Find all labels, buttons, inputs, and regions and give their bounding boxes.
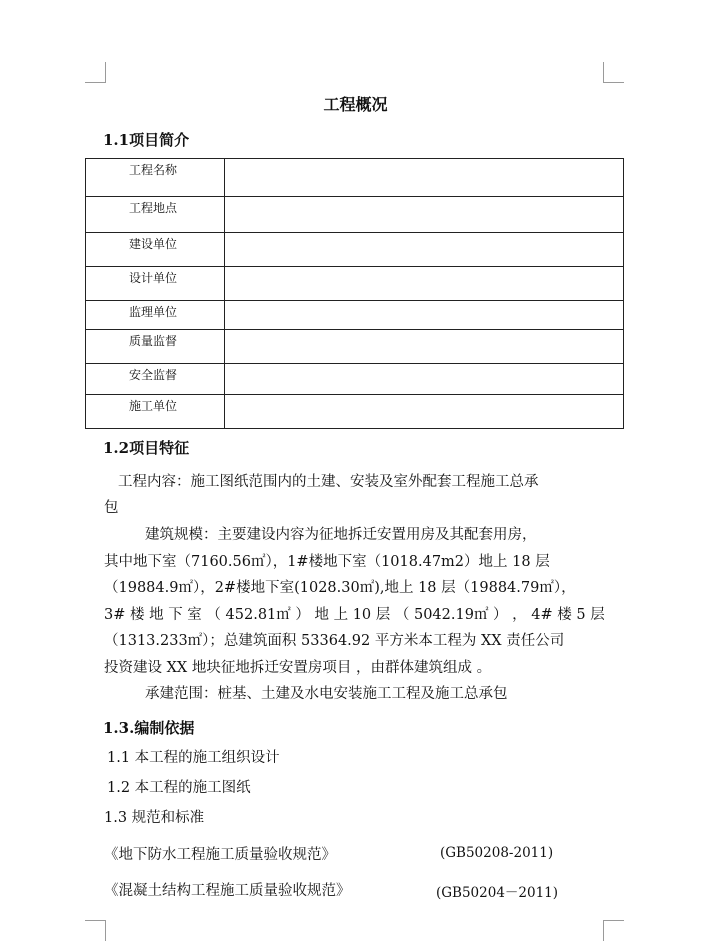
standard-code: (GB50204－2011) xyxy=(436,885,559,901)
table-value-cell xyxy=(225,330,624,364)
basis-item: 1.1 本工程的施工组织设计 xyxy=(107,750,280,766)
table-row xyxy=(86,159,624,197)
table-row xyxy=(86,267,624,301)
table-row xyxy=(86,330,624,364)
standard-code: (GB50208-2011) xyxy=(440,845,554,861)
table-label-cell: 监理单位 xyxy=(86,301,225,330)
project-info-table xyxy=(85,158,624,429)
table-value-cell xyxy=(225,364,624,395)
table-value-cell xyxy=(225,395,624,429)
table-label-cell: 设计单位 xyxy=(86,267,225,301)
table-label-cell: 安全监督 xyxy=(86,364,225,395)
table-value-cell xyxy=(225,197,624,233)
page-corner-mark-bottom-left xyxy=(85,920,106,941)
section-heading-project-intro: 1.1项目简介 xyxy=(103,131,190,149)
page-corner-mark-top-right xyxy=(603,62,624,83)
paragraph-work-content-line: 包 xyxy=(104,500,119,516)
paragraph-work-content-line: 工程内容：施工图纸范围内的土建、安装及室外配套工程施工总承 xyxy=(118,474,539,490)
basis-item: 1.3 规范和标准 xyxy=(104,810,205,826)
table-row xyxy=(86,197,624,233)
paragraph-scale-line: 建筑规模：主要建设内容为征地拆迁安置用房及其配套用房， xyxy=(145,527,537,543)
paragraph-scale-line: （1313.233㎡）；总建筑面积 53364.92 平方米本工程为 XX 责任公司 xyxy=(104,633,565,649)
table-row xyxy=(86,395,624,429)
table-label-cell: 施工单位 xyxy=(86,395,225,429)
document-title: 工程概况 xyxy=(323,95,388,114)
paragraph-scope: 承建范围：桩基、土建及水电安装施工工程及施工总承包 xyxy=(145,686,508,702)
standard-name: 《混凝土结构工程施工质量验收规范》 xyxy=(104,883,351,899)
table-value-cell xyxy=(225,159,624,197)
table-label-cell: 工程名称 xyxy=(86,159,225,197)
paragraph-scale-line: 3# 楼 地 下 室 （ 452.81㎡ ） 地 上 10 层 （ 5042.19㎡ ） ， 4# 楼 5 层 xyxy=(104,607,605,623)
table-row xyxy=(86,301,624,330)
page-corner-mark-top-left xyxy=(85,62,106,83)
table-row xyxy=(86,233,624,267)
table-label-cell: 建设单位 xyxy=(86,233,225,267)
paragraph-scale-line: 投资建设 XX 地块征地拆迁安置房项目 ，由群体建筑组成 。 xyxy=(104,660,492,676)
table-row xyxy=(86,364,624,395)
paragraph-scale-line: （19884.9㎡），2#楼地下室(1028.30㎡),地上 18 层（19884.79㎡）， xyxy=(104,580,576,596)
basis-item: 1.2 本工程的施工图纸 xyxy=(107,780,251,796)
table-value-cell xyxy=(225,301,624,330)
table-value-cell xyxy=(225,267,624,301)
table-label-cell: 质量监督 xyxy=(86,330,225,364)
page-corner-mark-bottom-right xyxy=(603,920,624,941)
section-heading-basis: 1.3.编制依据 xyxy=(103,719,195,737)
paragraph-scale-line: 其中地下室（7160.56㎡），1#楼地下室（1018.47m2）地上 18 层 xyxy=(104,554,550,570)
section-heading-project-features: 1.2项目特征 xyxy=(103,439,190,457)
table-label-cell: 工程地点 xyxy=(86,197,225,233)
standard-name: 《地下防水工程施工质量验收规范》 xyxy=(104,847,336,863)
table-value-cell xyxy=(225,233,624,267)
